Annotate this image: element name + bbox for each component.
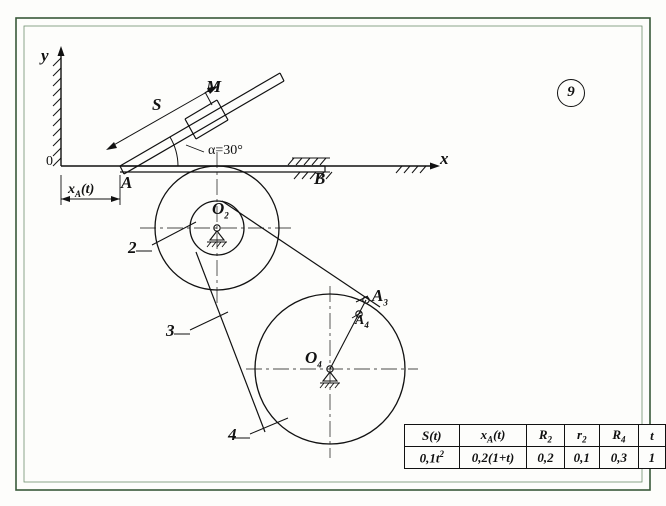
angle-leader xyxy=(186,145,204,152)
table-header-xA-sub: A xyxy=(487,434,494,445)
x-axis-arrow xyxy=(430,163,440,170)
center-label-O2 xyxy=(212,200,229,220)
center-label-O4 xyxy=(305,349,322,369)
stroke-dimension-S xyxy=(106,86,218,150)
table-value-r2: 0,1 xyxy=(564,447,600,469)
point-label-B: B xyxy=(314,169,326,188)
table-value-R4: 0,3 xyxy=(600,447,639,469)
belt-link-3 xyxy=(196,201,380,432)
xA-label xyxy=(68,183,94,199)
table-value-row xyxy=(405,447,666,469)
table-header-S: S(t) xyxy=(405,425,460,447)
table-header-R2-sub: 2 xyxy=(547,434,553,445)
y-axis-arrow xyxy=(58,46,65,56)
point-label-A3-letter: A xyxy=(372,286,384,305)
table-value-S xyxy=(405,447,460,469)
center-label-O2-letter: O xyxy=(212,199,225,218)
x-axis-label: x xyxy=(440,149,449,168)
angle-label: α=30° xyxy=(208,143,243,158)
point-label-A4-letter: A xyxy=(355,313,365,328)
point-label-A: A xyxy=(121,173,133,192)
figure-number-badge: 9 xyxy=(557,79,585,107)
xA-label-x: x xyxy=(68,182,75,197)
table-header-r2-sub: 2 xyxy=(582,434,587,445)
table-header-t: t xyxy=(638,425,665,447)
origin-label: 0 xyxy=(46,154,53,169)
point-label-A3 xyxy=(372,287,388,307)
parameter-table xyxy=(404,424,666,469)
pulley-4 xyxy=(246,286,418,458)
body-label-2: 2 xyxy=(128,238,137,257)
table-value-S-text: 0,1t xyxy=(419,450,440,466)
pulley-2 xyxy=(140,152,295,304)
table-header-xA xyxy=(459,425,527,447)
table-value-S-sup: 2 xyxy=(439,448,444,459)
xA-label-arg: (t) xyxy=(81,182,95,197)
point-label-A3-sub: 3 xyxy=(383,297,388,308)
table-header-R4 xyxy=(600,425,639,447)
table-header-R2-letter: R xyxy=(538,426,548,442)
point-label-A4-sub: 4 xyxy=(364,319,369,330)
table-header-R4-sub: 4 xyxy=(621,434,626,445)
table-header-R2 xyxy=(527,425,564,447)
center-label-O2-sub: 2 xyxy=(224,210,229,221)
body-label-4: 4 xyxy=(228,425,237,444)
table-header-xA-letter: x xyxy=(480,426,488,442)
table-value-xA: 0,2(1+t) xyxy=(459,447,527,469)
point-label-M: M xyxy=(206,77,222,96)
table-header-xA-tail: (t) xyxy=(493,426,506,442)
point-label-A4 xyxy=(355,314,369,330)
y-axis-label: y xyxy=(41,46,49,65)
sheet-inner-border xyxy=(24,26,642,482)
center-label-O4-letter: O xyxy=(305,348,318,367)
stroke-label-S: S xyxy=(152,95,162,114)
xA-label-sub: A xyxy=(75,188,82,199)
table-value-t: 1 xyxy=(638,447,665,469)
table-header-row xyxy=(405,425,666,447)
inclined-bar xyxy=(120,73,284,174)
table-value-R2: 0,2 xyxy=(527,447,564,469)
table-header-r2-letter: r xyxy=(577,426,583,442)
sheet-border xyxy=(16,18,650,490)
center-label-O4-sub: 4 xyxy=(317,359,322,370)
horizontal-guide-bar xyxy=(120,166,325,172)
support-hatching-right xyxy=(396,166,426,173)
wall-hatching-left xyxy=(53,58,61,166)
table-header-r2 xyxy=(564,425,600,447)
angle-arc xyxy=(170,137,178,166)
link-label-3: 3 xyxy=(166,321,175,340)
table-header-R4-letter: R xyxy=(612,426,621,442)
